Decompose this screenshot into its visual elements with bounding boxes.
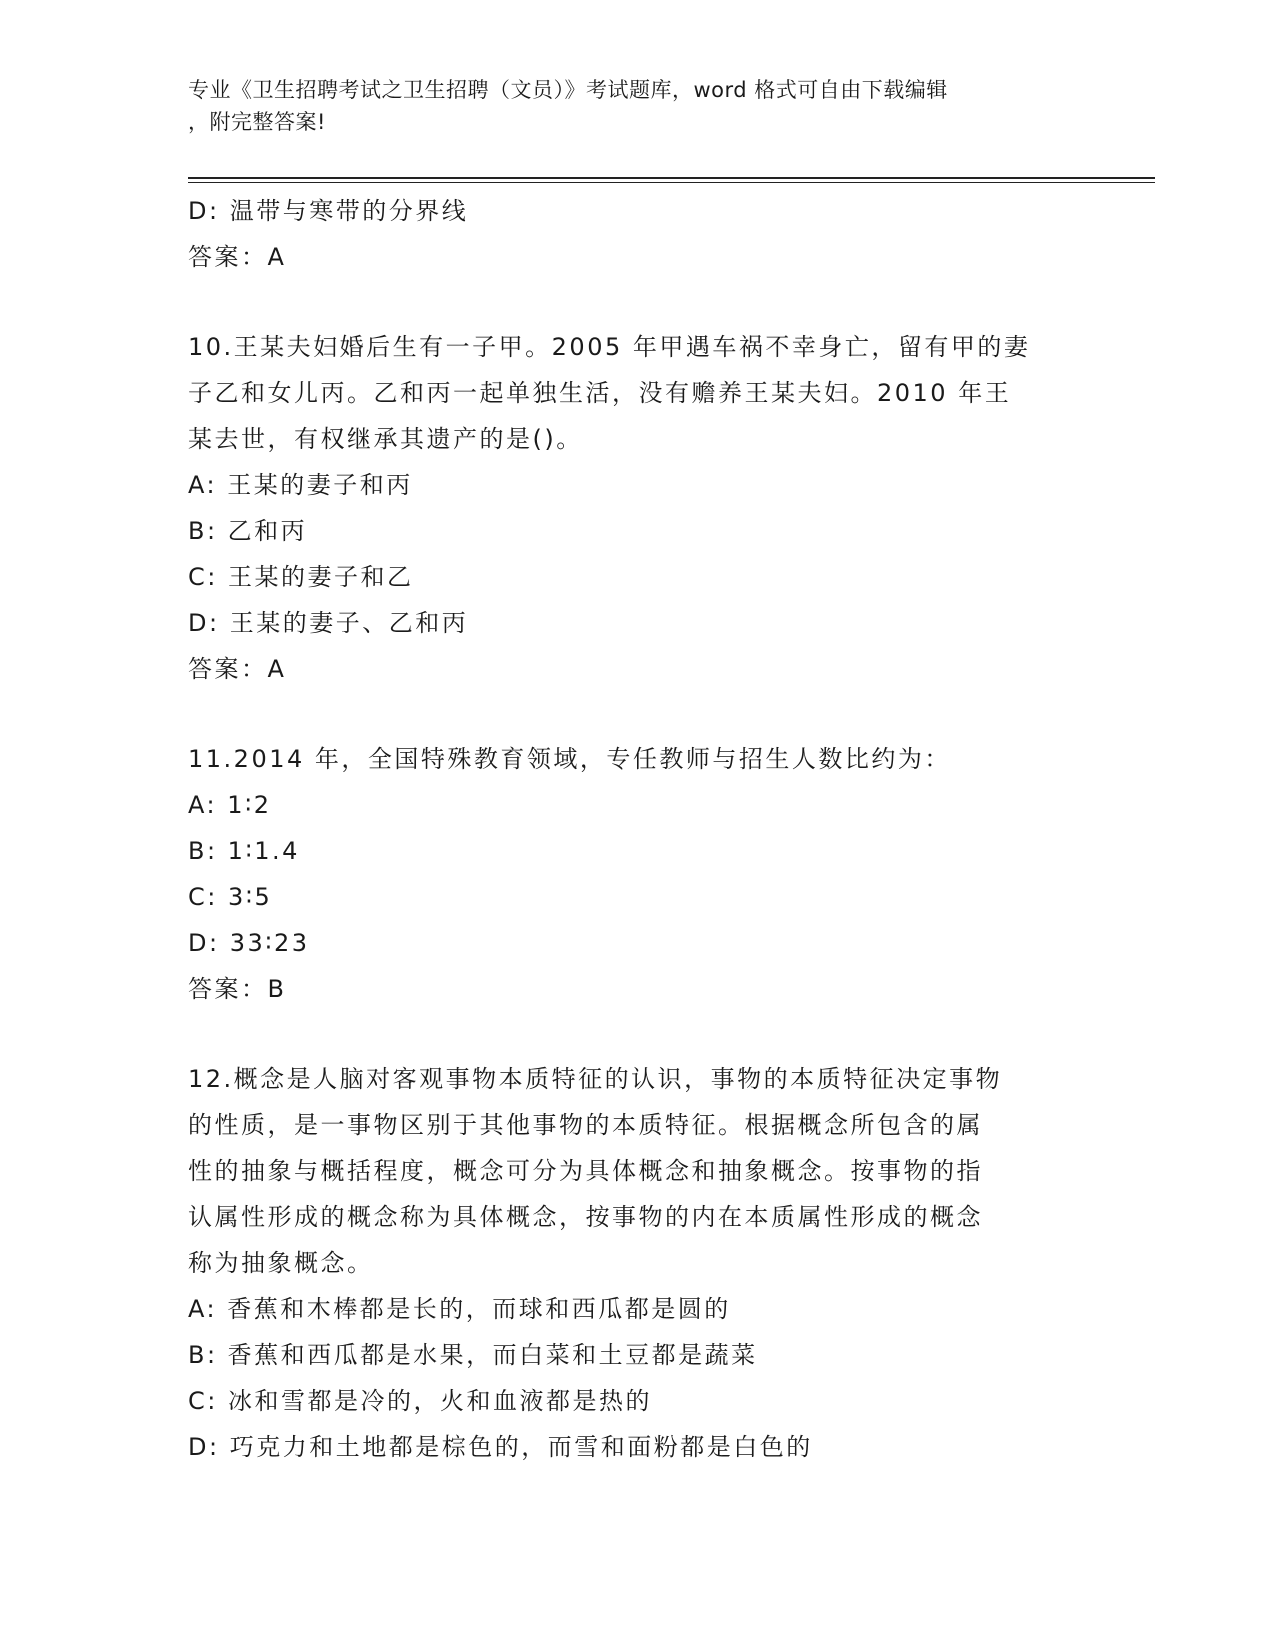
question-stem-line: 性的抽象与概括程度，概念可分为具体概念和抽象概念。按事物的指	[188, 1157, 983, 1185]
option-a: A: 王某的妻子和丙	[188, 471, 413, 499]
option-d: D: 温带与寒带的分界线	[188, 197, 469, 225]
option-a: A: 1∶2	[188, 791, 272, 819]
question-stem-line: 某去世，有权继承其遗产的是()。	[188, 425, 583, 453]
page-header	[188, 74, 1068, 138]
option-d: D: 王某的妻子、乙和丙	[188, 609, 469, 637]
option-b: B: 香蕉和西瓜都是水果，而白菜和土豆都是蔬菜	[188, 1341, 758, 1369]
option-c: C: 3∶5	[188, 883, 273, 911]
question-10	[188, 324, 1088, 692]
question-12	[188, 1056, 1088, 1470]
question-stem-line: 10.王某夫妇婚后生有一子甲。2005 年甲遇车祸不幸身亡，留有甲的妻	[188, 333, 1031, 361]
header-divider-thin	[188, 182, 1155, 183]
answer-line: 答案：A	[188, 655, 287, 683]
question-stem-line: 认属性形成的概念称为具体概念，按事物的内在本质属性形成的概念	[188, 1203, 983, 1231]
header-line-1: 专业《卫生招聘考试之卫生招聘（文员）》考试题库，word 格式可自由下载编辑	[188, 78, 948, 102]
question-stem-line: 子乙和女儿丙。乙和丙一起单独生活，没有赡养王某夫妇。2010 年王	[188, 379, 1012, 407]
option-b: B: 1∶1.4	[188, 837, 300, 865]
answer-line: 答案：B	[188, 975, 287, 1003]
prev-question-block	[188, 188, 1088, 280]
option-a: A: 香蕉和木棒都是长的，而球和西瓜都是圆的	[188, 1295, 731, 1323]
header-divider-thick	[188, 177, 1155, 179]
question-stem-line: 的性质，是一事物区别于其他事物的本质特征。根据概念所包含的属	[188, 1111, 983, 1139]
header-line-2: ，附完整答案!	[188, 110, 326, 134]
question-content	[188, 188, 1088, 1470]
question-11	[188, 736, 1088, 1012]
option-d: D: 33∶23	[188, 929, 310, 957]
question-stem-line: 11.2014 年，全国特殊教育领域，专任教师与招生人数比约为：	[188, 745, 951, 773]
option-c: C: 冰和雪都是冷的，火和血液都是热的	[188, 1387, 652, 1415]
option-d: D: 巧克力和土地都是棕色的，而雪和面粉都是白色的	[188, 1433, 813, 1461]
question-stem-line: 称为抽象概念。	[188, 1249, 374, 1277]
answer-line: 答案：A	[188, 243, 287, 271]
question-stem-line: 12.概念是人脑对客观事物本质特征的认识，事物的本质特征决定事物	[188, 1065, 1003, 1093]
option-c: C: 王某的妻子和乙	[188, 563, 414, 591]
option-b: B: 乙和丙	[188, 517, 308, 545]
